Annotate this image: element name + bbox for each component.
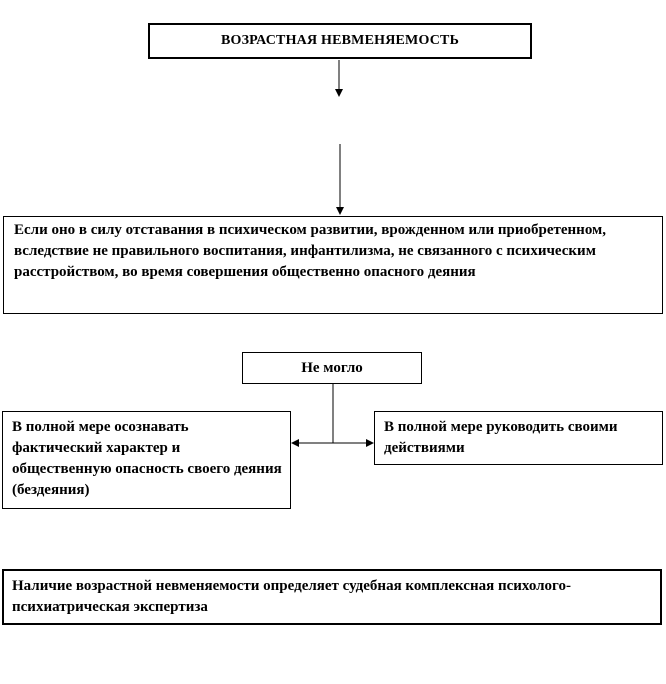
condition-box [3,216,663,314]
footer-text: Наличие возрастной невменяемости определяет судебная комплексная психолого-психиатрическая экспертиза [12,578,571,615]
could-not-text: Не могло [301,360,363,376]
left-branch-box [2,411,291,509]
title-text: ВОЗРАСТНАЯ НЕВМЕНЯЕМОСТЬ [220,33,460,48]
could-not-box [242,352,422,384]
title-box [148,23,532,59]
right-branch-text: В полной мере руководить своими действиями [384,419,618,456]
right-branch-box [374,411,663,465]
left-branch-text: В полной мере осознавать фактический характер и общественную опасность своего деяния (бездеяния) [12,419,282,498]
condition-text: Если оно в силу отставания в психическом развитии, врожденном или приобретенном, вследствие не правильного воспитания, инфантилизма, не связанного с психическим расстройством, во время совершения общественно опасного деяния [14,222,607,280]
footer-box [2,569,662,625]
